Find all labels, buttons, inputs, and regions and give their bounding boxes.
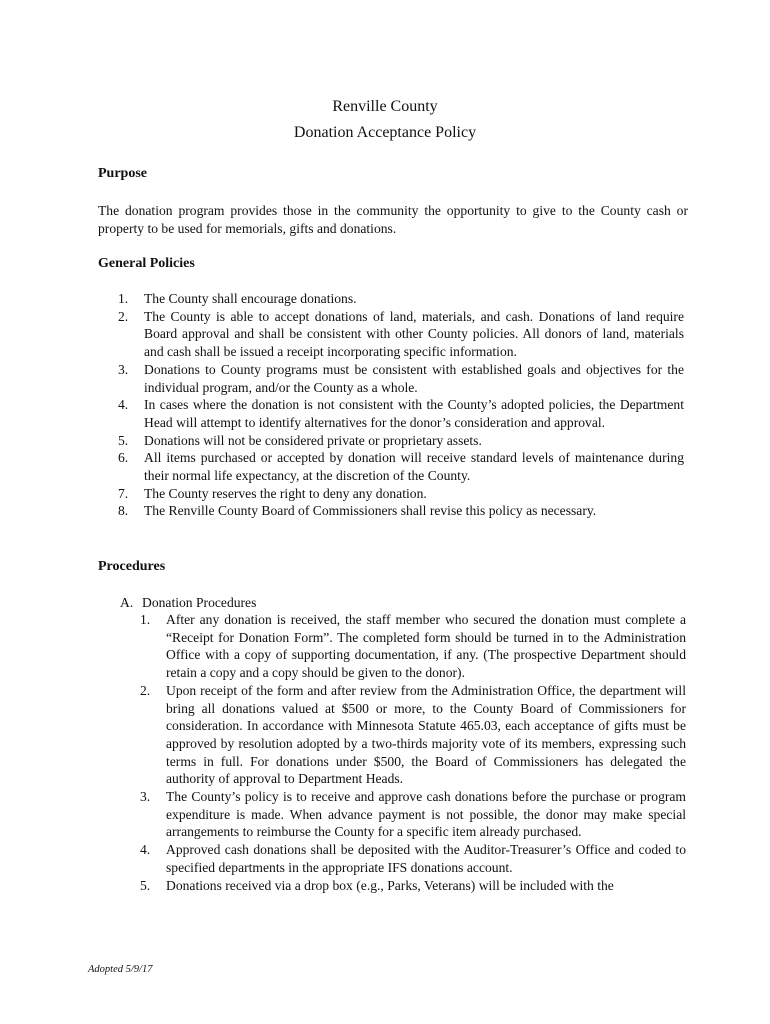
list-item: 4. In cases where the donation is not consistent with the County’s adopted policies, the Department Head will attempt to identify alternatives for the donor’s consideration and approval. bbox=[118, 397, 684, 430]
donation-procedures-list bbox=[140, 611, 686, 894]
section-title: Donation Procedures bbox=[142, 595, 257, 610]
list-item: 2. The County is able to accept donations of land, materials, and cash. Donations of land require Board approval and shall be consistent with other County policies. All donors of land, materials and cash shall be issued a receipt incorporating specific information. bbox=[118, 308, 684, 360]
document-subtitle: Donation Acceptance Policy bbox=[293, 124, 477, 141]
list-item: 5. Donations received via a drop box (e.g., Parks, Veterans) will be included with the bbox=[140, 877, 614, 893]
list-item: 1. The County shall encourage donations. bbox=[118, 291, 357, 306]
general-policies-list bbox=[98, 290, 684, 520]
purpose-text: The donation program provides those in the community the opportunity to give to the County cash or property to be used for memorials, gifts and donations. bbox=[98, 203, 688, 236]
procedures-heading: Procedures bbox=[98, 559, 166, 574]
list-item: 5. Donations will not be considered private or proprietary assets. bbox=[118, 432, 482, 448]
list-item: 4. Approved cash donations shall be deposited with the Auditor-Treasurer’s Office and coded to specified departments in the appropriate IFS donations account. bbox=[140, 842, 686, 875]
general-policies-heading: General Policies bbox=[98, 256, 195, 271]
list-item: 7. The County reserves the right to deny any donation. bbox=[118, 485, 427, 501]
list-item: 6. All items purchased or accepted by donation will receive standard levels of maintenance during their normal life expectancy, at the discretion of the County. bbox=[118, 450, 684, 484]
adopted-date-footer: Adopted 5/9/17 bbox=[88, 964, 153, 975]
list-item: 3. The County’s policy is to receive and approve cash donations before the purchase or program expenditure is made. When advance payment is not possible, the donor may make special arrangements to reimburse the County for a specific item already purchased. bbox=[140, 789, 686, 840]
list-item: 2. Upon receipt of the form and after review from the Administration Office, the department will bring all donations valued at $500 or more, to the County Board of Commissioners for consideration. In accordance with Minnesota Statute 465.03, each acceptance of gifts must be approved by resolution adopted by a two-thirds majority vote of its members, expressing such terms in full. For donations under $500, the Board of Commissioners has delegated the authority of approval to Department Heads. bbox=[140, 682, 686, 787]
list-item: 1. After any donation is received, the staff member who secured the donation must complete a “Receipt for Donation Form”. The completed form should be turned in to the Administration Office with a copy of supporting documentation, if any. (The prospective Department should retain a copy and a copy should be given to the donor). bbox=[140, 612, 686, 681]
list-item: 8. The Renville County Board of Commissioners shall revise this policy as necessary. bbox=[118, 503, 597, 519]
purpose-heading: Purpose bbox=[98, 166, 147, 181]
section-letter: A. bbox=[120, 595, 134, 610]
list-item: 3. Donations to County programs must be consistent with established goals and objectives for the individual program, and/or the County as a whole. bbox=[118, 361, 684, 395]
document-title: Renville County bbox=[332, 98, 438, 115]
